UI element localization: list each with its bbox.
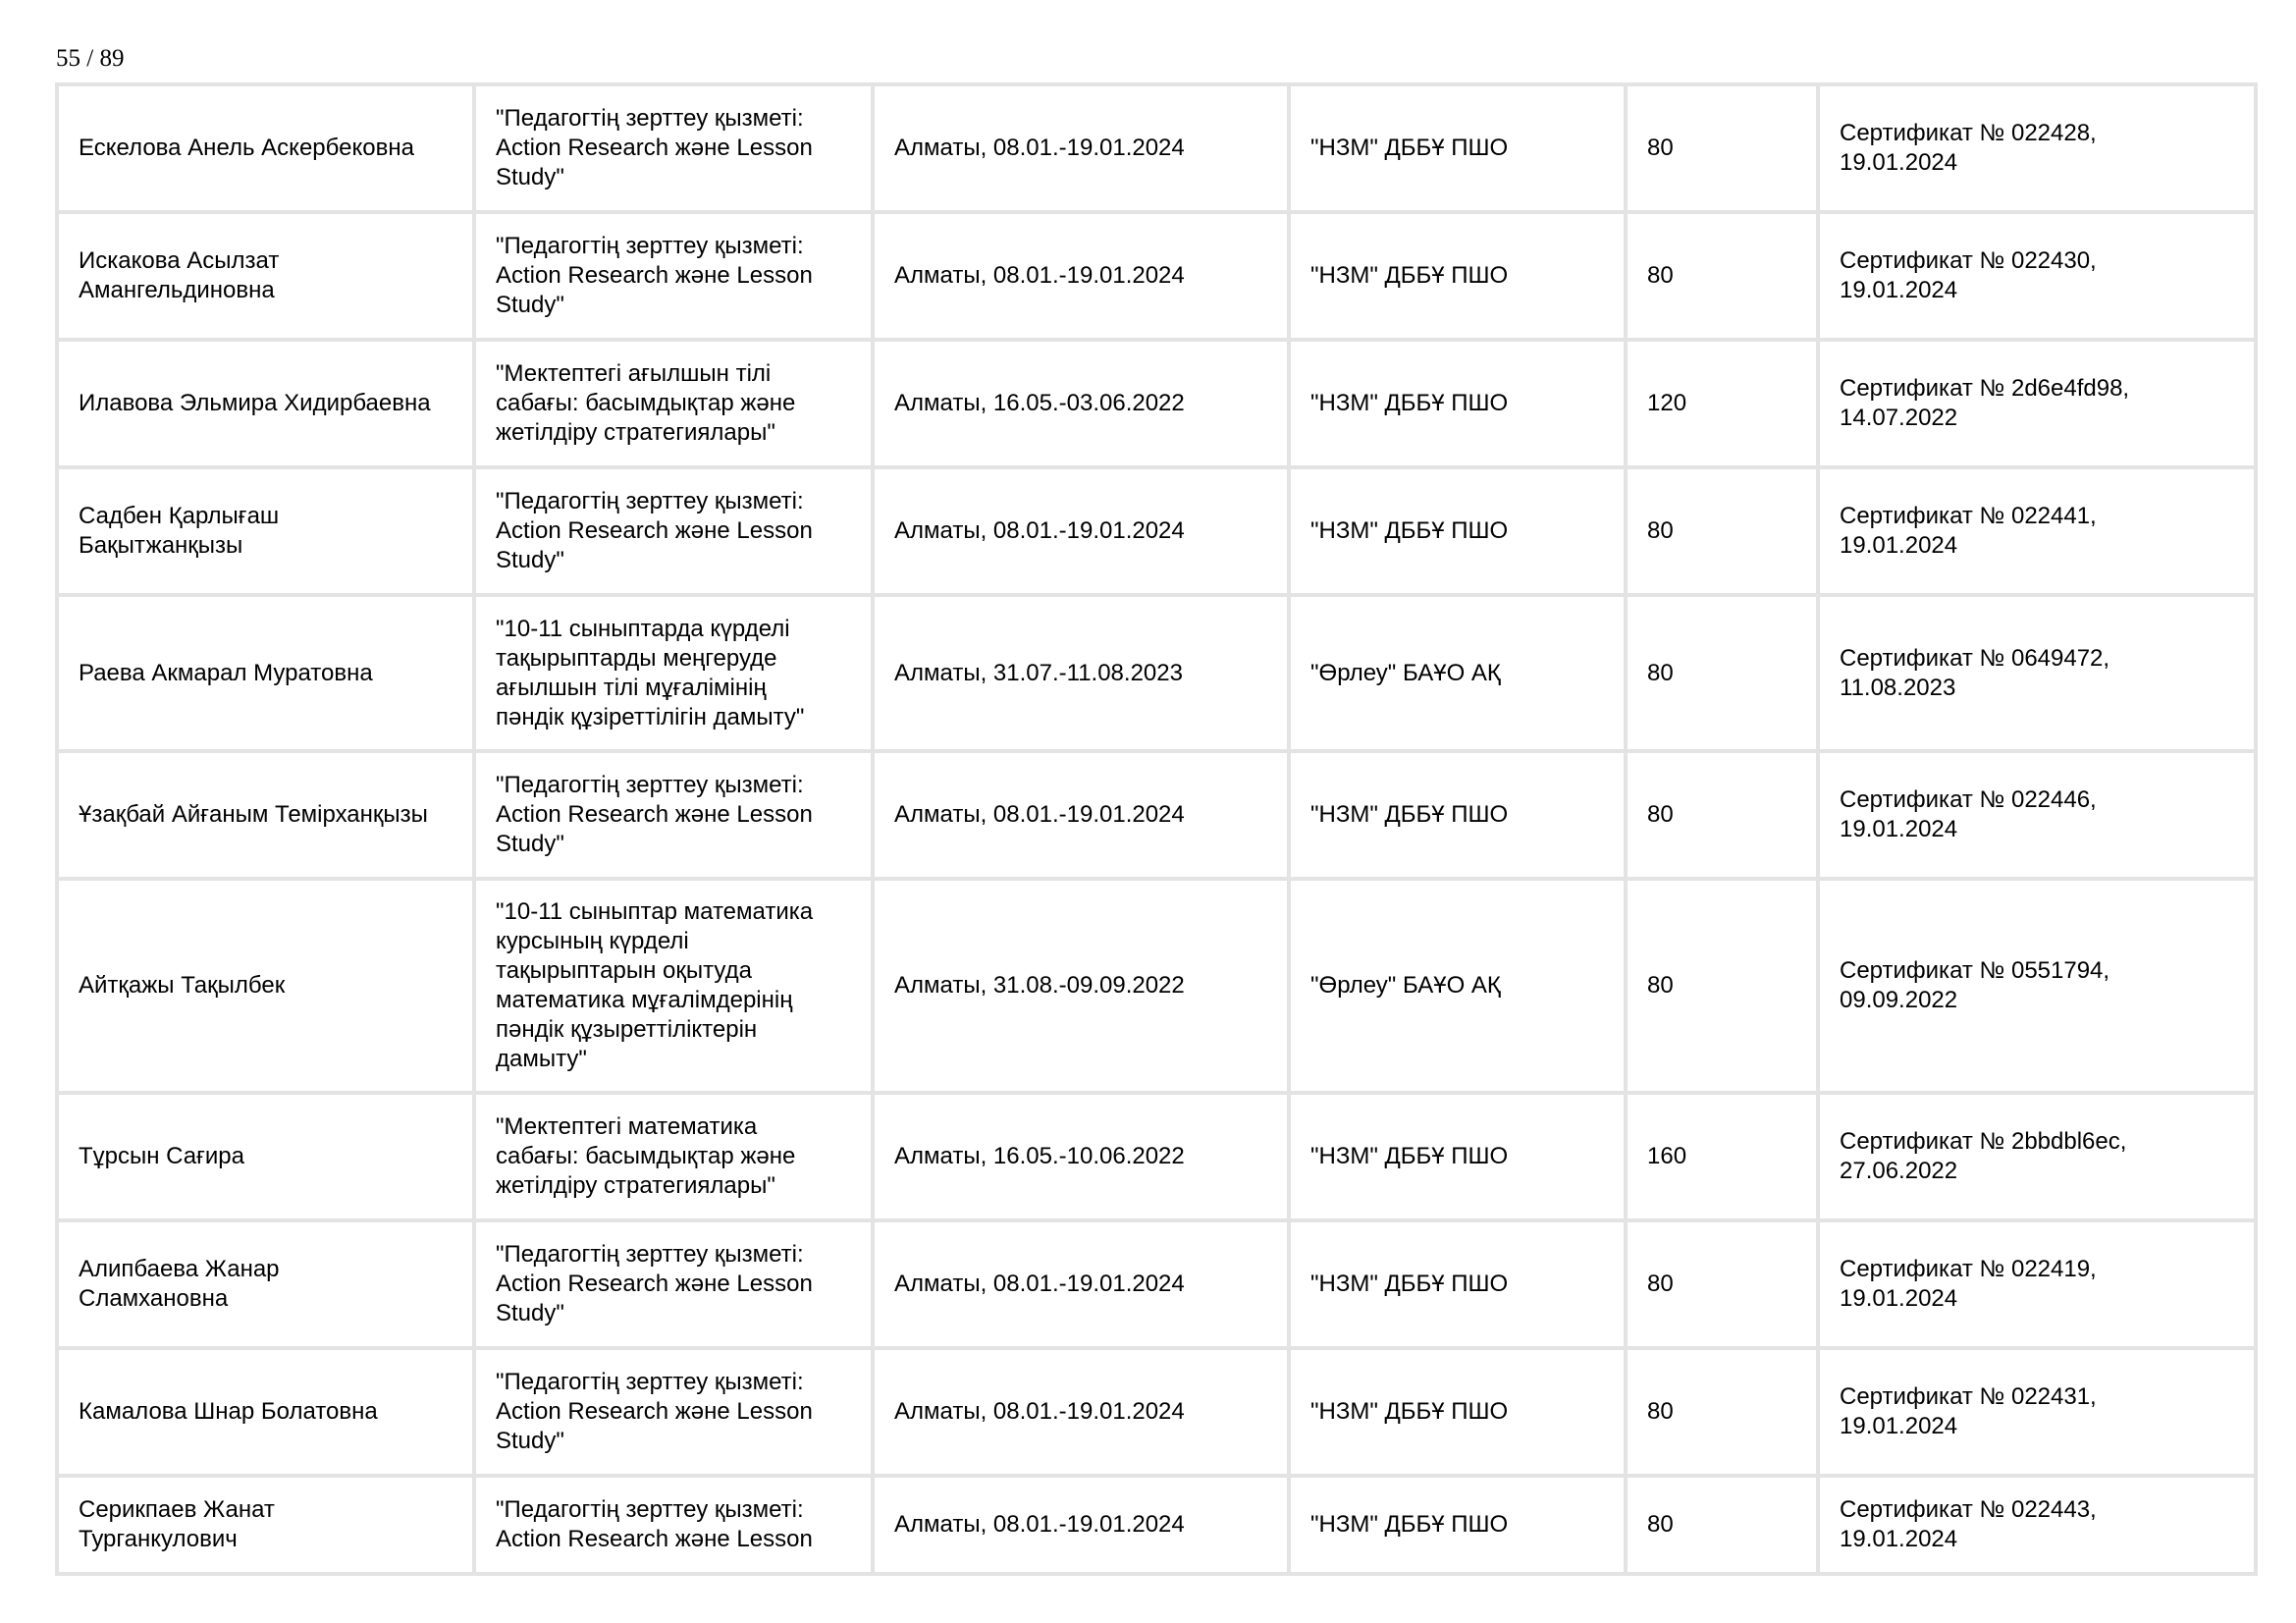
hours-cell: 80 (1628, 881, 1816, 1091)
table-row (59, 753, 2254, 877)
course-title-cell: "Педагогтің зерттеу қызметі: Action Research және Lesson Study" (476, 753, 871, 877)
hours-cell: 80 (1628, 1478, 1816, 1572)
course-title-cell: "10-11 сыныптарда күрделі тақырыптарды меңгеруде ағылшын тілі мұғалімінің пәндік құзіреттілігін дамыту" (476, 597, 871, 749)
place-dates-cell: Алматы, 08.01.-19.01.2024 (875, 1478, 1287, 1572)
course-title-cell: "Мектептегі ағылшын тілі сабағы: басымдықтар және жетілдіру стратегиялары" (476, 342, 871, 465)
organization-cell: "Өрлеу" БАҰО АҚ (1291, 881, 1624, 1091)
place-dates-cell: Алматы, 08.01.-19.01.2024 (875, 1350, 1287, 1474)
place-dates-cell: Алматы, 16.05.-03.06.2022 (875, 342, 1287, 465)
table-row (59, 881, 2254, 1091)
hours-cell: 80 (1628, 469, 1816, 593)
certificate-cell: Сертификат № 022419, 19.01.2024 (1820, 1222, 2254, 1346)
course-title-cell: "Педагогтің зерттеу қызметі: Action Research және Lesson Study" (476, 469, 871, 593)
certificate-cell: Сертификат № 022443, 19.01.2024 (1820, 1478, 2254, 1572)
organization-cell: "НЗМ" ДББҰ ПШО (1291, 1095, 1624, 1218)
organization-cell: "Өрлеу" БАҰО АҚ (1291, 597, 1624, 749)
organization-cell: "НЗМ" ДББҰ ПШО (1291, 1478, 1624, 1572)
certificate-cell: Сертификат № 2d6e4fd98, 14.07.2022 (1820, 342, 2254, 465)
table-row (59, 469, 2254, 593)
hours-cell: 80 (1628, 1222, 1816, 1346)
table-row (59, 1350, 2254, 1474)
table-row (59, 1095, 2254, 1218)
place-dates-cell: Алматы, 08.01.-19.01.2024 (875, 469, 1287, 593)
teacher-name-cell: Алипбаева Жанар Сламхановна (59, 1222, 472, 1346)
course-title-cell: "Мектептегі математика сабағы: басымдықтар және жетілдіру стратегиялары" (476, 1095, 871, 1218)
place-dates-cell: Алматы, 08.01.-19.01.2024 (875, 753, 1287, 877)
course-title-cell: "Педагогтің зерттеу қызметі: Action Research және Lesson Study" (476, 214, 871, 338)
table-row (59, 1222, 2254, 1346)
certificate-cell: Сертификат № 022431, 19.01.2024 (1820, 1350, 2254, 1474)
certificate-cell: Сертификат № 022428, 19.01.2024 (1820, 86, 2254, 210)
hours-cell: 80 (1628, 1350, 1816, 1474)
hours-cell: 120 (1628, 342, 1816, 465)
organization-cell: "НЗМ" ДББҰ ПШО (1291, 342, 1624, 465)
certificate-cell: Сертификат № 022441, 19.01.2024 (1820, 469, 2254, 593)
organization-cell: "НЗМ" ДББҰ ПШО (1291, 1222, 1624, 1346)
teacher-name-cell: Тұрсын Сағира (59, 1095, 472, 1218)
teacher-name-cell: Ұзақбай Айғаным Темірханқызы (59, 753, 472, 877)
teacher-name-cell: Садбен Қарлығаш Бақытжанқызы (59, 469, 472, 593)
teacher-name-cell: Раева Акмарал Муратовна (59, 597, 472, 749)
organization-cell: "НЗМ" ДББҰ ПШО (1291, 214, 1624, 338)
teacher-name-cell: Илавова Эльмира Хидирбаевна (59, 342, 472, 465)
table-row (59, 597, 2254, 749)
hours-cell: 80 (1628, 597, 1816, 749)
teacher-name-cell: Серикпаев Жанат Турганкулович (59, 1478, 472, 1572)
hours-cell: 160 (1628, 1095, 1816, 1218)
table-body (59, 86, 2254, 1572)
teacher-name-cell: Камалова Шнар Болатовна (59, 1350, 472, 1474)
table-row (59, 86, 2254, 210)
hours-cell: 80 (1628, 214, 1816, 338)
course-title-cell: "Педагогтің зерттеу қызметі: Action Research және Lesson Study" (476, 1222, 871, 1346)
teacher-name-cell: Айтқажы Тақылбек (59, 881, 472, 1091)
certificate-cell: Сертификат № 0649472, 11.08.2023 (1820, 597, 2254, 749)
hours-cell: 80 (1628, 753, 1816, 877)
place-dates-cell: Алматы, 08.01.-19.01.2024 (875, 1222, 1287, 1346)
course-title-cell: "Педагогтің зерттеу қызметі: Action Research және Lesson Study" (476, 86, 871, 210)
place-dates-cell: Алматы, 31.08.-09.09.2022 (875, 881, 1287, 1091)
place-dates-cell: Алматы, 16.05.-10.06.2022 (875, 1095, 1287, 1218)
course-title-cell: "Педагогтің зерттеу қызметі: Action Research және Lesson (476, 1478, 871, 1572)
teacher-name-cell: Ескелова Анель Аскербековна (59, 86, 472, 210)
organization-cell: "НЗМ" ДББҰ ПШО (1291, 1350, 1624, 1474)
certificate-cell: Сертификат № 022430, 19.01.2024 (1820, 214, 2254, 338)
training-records-table (55, 82, 2258, 1576)
teacher-name-cell: Искакова Асылзат Амангельдиновна (59, 214, 472, 338)
organization-cell: "НЗМ" ДББҰ ПШО (1291, 86, 1624, 210)
table-row (59, 1478, 2254, 1572)
certificate-cell: Сертификат № 0551794, 09.09.2022 (1820, 881, 2254, 1091)
page-number: 55 / 89 (56, 45, 125, 72)
course-title-cell: "Педагогтің зерттеу қызметі: Action Research және Lesson Study" (476, 1350, 871, 1474)
certificate-cell: Сертификат № 022446, 19.01.2024 (1820, 753, 2254, 877)
course-title-cell: "10-11 сыныптар математика курсының күрделі тақырыптарын оқытуда математика мұғалімдерінің пәндік құзыреттіліктерін дамыту" (476, 881, 871, 1091)
place-dates-cell: Алматы, 08.01.-19.01.2024 (875, 214, 1287, 338)
table-row (59, 214, 2254, 338)
table-row (59, 342, 2254, 465)
organization-cell: "НЗМ" ДББҰ ПШО (1291, 469, 1624, 593)
place-dates-cell: Алматы, 08.01.-19.01.2024 (875, 86, 1287, 210)
place-dates-cell: Алматы, 31.07.-11.08.2023 (875, 597, 1287, 749)
certificate-cell: Сертификат № 2bbdbl6ec, 27.06.2022 (1820, 1095, 2254, 1218)
organization-cell: "НЗМ" ДББҰ ПШО (1291, 753, 1624, 877)
hours-cell: 80 (1628, 86, 1816, 210)
